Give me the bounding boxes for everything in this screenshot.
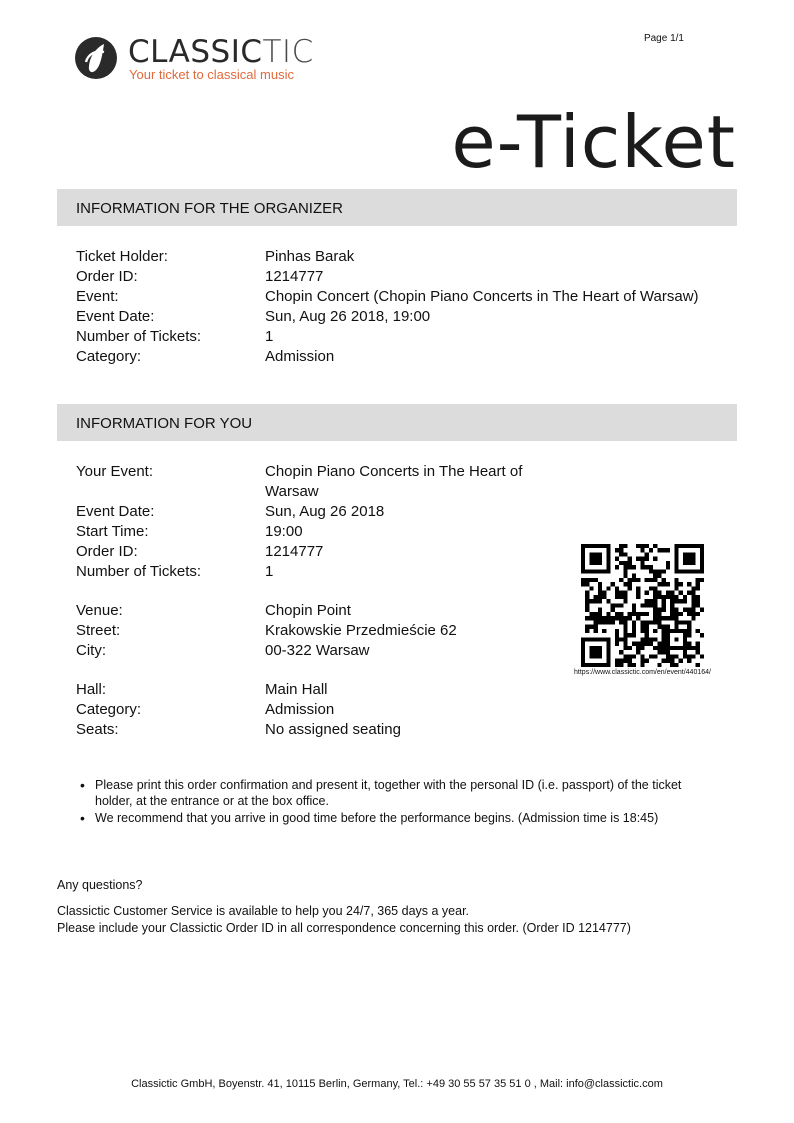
organizer-info: [76, 247, 756, 367]
document-title: e-Ticket: [451, 100, 736, 184]
info-row: Hall: Main Hall: [76, 681, 328, 698]
info-row: Event Date: Sun, Aug 26 2018: [76, 503, 385, 520]
brand-name: CLASSICTIC: [128, 34, 314, 70]
info-row: Venue: Chopin Point: [76, 602, 351, 619]
contact-line: Classictic Customer Service is available to help you 24/7, 365 days a year.: [57, 904, 470, 918]
qr-code-icon: [581, 544, 704, 667]
info-row: Order ID: 1214777: [76, 543, 324, 560]
info-row: City: 00-322 Warsaw: [76, 642, 370, 659]
info-row: Category: Admission: [76, 701, 335, 718]
info-row: Your Event: Chopin Piano Concerts in The Heart of Warsaw: [76, 463, 523, 500]
footer-address: Classictic GmbH, Boyenstr. 41, 10115 Berlin, Germany, Tel.: +49 30 55 57 35 51 0 , Mail: info@classictic.com: [131, 1078, 663, 1090]
organizer-section-title: INFORMATION FOR THE ORGANIZER: [76, 200, 343, 217]
list-item: • Please print this order confirmation and present it, together with the personal ID (i.e. passport) of the ticket holder, at the entrance or at the box office.: [80, 777, 720, 809]
page-number: Page 1/1: [643, 33, 684, 44]
info-row: Event Date: Sun, Aug 26 2018, 19:00: [76, 308, 431, 325]
instructions-list: [80, 777, 720, 827]
info-row: Seats: No assigned seating: [76, 721, 401, 738]
info-row: Street: Krakowskie Przedmieście 62: [76, 622, 457, 639]
you-section-title: INFORMATION FOR YOU: [76, 415, 253, 432]
qr-url: https://www.classictic.com/en/event/440164/: [574, 669, 711, 676]
info-row: Ticket Holder: Pinhas Barak: [76, 248, 355, 265]
list-item: • We recommend that you arrive in good time before the performance begins. (Admission time is 18:45): [80, 810, 720, 826]
info-row: Event: Chopin Concert (Chopin Piano Concerts in The Heart of Warsaw): [76, 288, 699, 305]
info-row: Category: Admission: [76, 348, 335, 365]
classictic-logo: [74, 34, 334, 84]
info-row: Number of Tickets: 1: [76, 328, 274, 345]
you-section-header: [57, 404, 737, 441]
info-row: Number of Tickets: 1: [76, 563, 274, 580]
questions-heading: Any questions?: [57, 878, 143, 892]
organizer-section-header: [57, 189, 737, 226]
brand-tagline: Your ticket to classical music: [129, 67, 294, 82]
info-row: Start Time: 19:00: [76, 523, 303, 540]
info-row: Order ID: 1214777: [76, 268, 324, 285]
classictic-logo-icon: [74, 36, 118, 80]
contact-line: Please include your Classictic Order ID in all correspondence concerning this order. (Order ID 1214777): [57, 921, 631, 935]
